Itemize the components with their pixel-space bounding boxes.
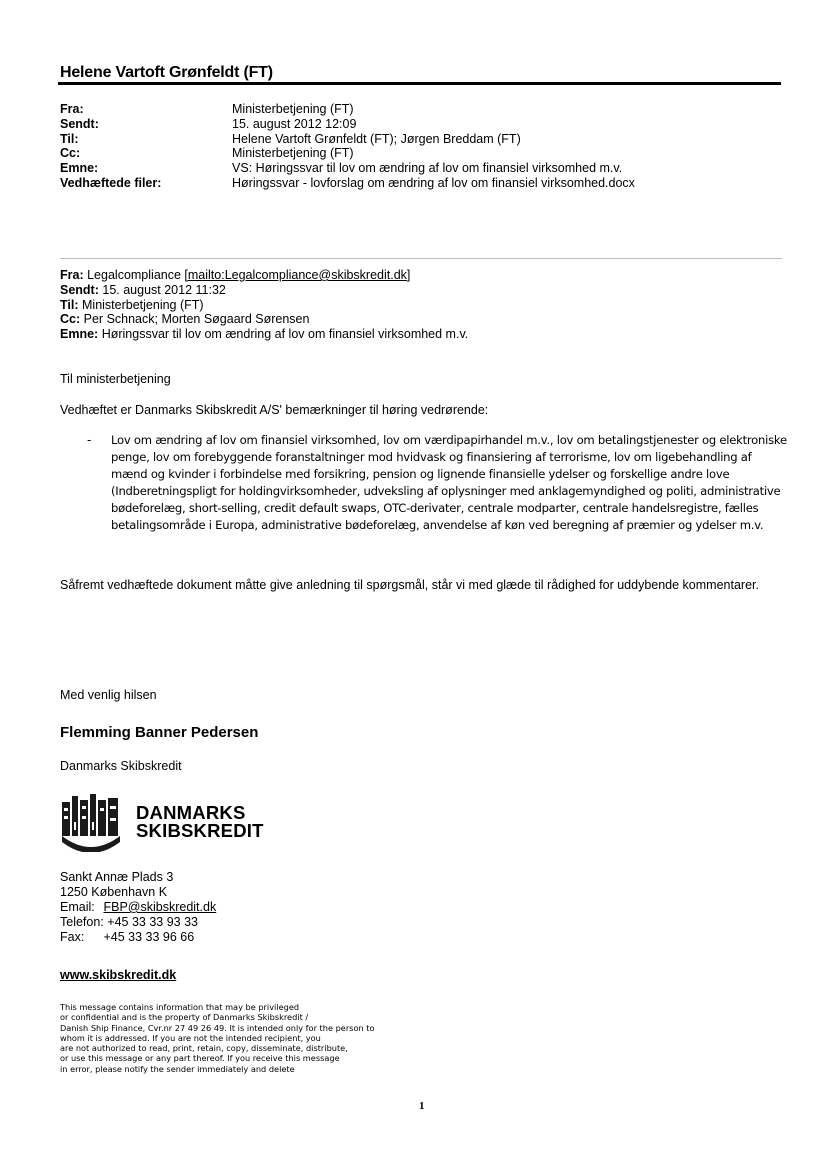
forwarded-from [60,268,790,283]
company-name: Danmarks Skibskredit [60,759,182,773]
forwarded-cc-value: Per Schnack; Morten Søgaard Sørensen [83,312,310,327]
fax-value: +45 33 33 96 66 [103,930,195,944]
forward-separator [60,258,782,259]
email-label: Email: [60,900,95,914]
disclaimer-line: This message contains information that may be privileged [60,1002,300,1012]
email-line [60,900,216,915]
header-value: Helene Vartoft Grønfeldt (FT); Jørgen Breddam (FT) [232,131,521,146]
attachment-filename: Høringssvar - lovforslag om ændring af lov om finansiel virksomhed.docx [232,175,635,190]
header-value: 15. august 2012 12:09 [232,116,357,131]
disclaimer-line: are not authorized to read, print, retain, copy, disseminate, distribute, [60,1043,348,1054]
forwarded-sent-value: 15. august 2012 11:32 [102,282,226,297]
forwarded-from-mailto-link[interactable]: [mailto:Legalcompliance@skibskredit.dk] [184,268,411,282]
regards: Med venlig hilsen [60,688,157,702]
forwarded-cc-label: Cc: [60,312,81,327]
intro-paragraph: Vedhæftet er Danmarks Skibskredit A/S' bemærkninger til høring vedrørende: [60,403,489,417]
disclaimer [60,1002,490,1074]
forwarded-sent [60,283,790,298]
forwarded-header [60,268,790,342]
forwarded-subject-value: Høringssvar til lov om ændring af lov om finansiel virksomhed m.v. [101,327,469,342]
greeting: Til ministerbetjening [60,372,171,386]
forwarded-subject [60,327,790,342]
email-link[interactable]: FBP@skibskredit.dk [103,900,217,914]
page-number: 1 [419,1100,425,1112]
logo-wordmark [136,804,264,840]
disclaimer-line: or use this message or any part thereof. If you receive this message [60,1053,340,1064]
address-block [60,870,216,945]
header-row-cc [60,146,760,161]
header-label: Cc: [60,146,81,161]
header-row-attachments [60,176,760,191]
fax-line [60,930,216,945]
forwarded-sent-label: Sendt: [60,282,99,297]
forwarded-subject-label: Emne: [60,327,99,342]
header-label: Sendt: [60,116,99,131]
forwarded-to [60,298,790,313]
city: 1250 København K [60,885,168,899]
fax-label: Fax: [60,930,85,944]
logo-line-2: SKIBSKREDIT [136,820,264,841]
header-row-from [60,102,760,117]
document-title: Helene Vartoft Grønfeldt (FT) [60,64,273,81]
header-label: Fra: [60,102,84,116]
phone-value: +45 33 33 93 33 [107,915,198,929]
header-label: Vedhæftede filer: [60,175,162,190]
title-rule [58,82,781,85]
street: Sankt Annæ Plads 3 [60,870,174,884]
email-header-fields [60,102,760,191]
header-label: Til: [60,131,79,146]
disclaimer-line: in error, please notify the sender immediately and delete [60,1063,295,1074]
phone-line [60,915,216,930]
header-value: VS: Høringssvar til lov om ændring af lov om finansiel virksomhed m.v. [232,161,623,176]
phone-label: Telefon: [60,915,104,929]
header-row-to [60,132,760,147]
header-row-subject [60,161,760,176]
signature-name: Flemming Banner Pedersen [60,724,259,741]
forwarded-from-name: Legalcompliance [87,268,181,282]
website-link[interactable]: www.skibskredit.dk [60,968,177,982]
closing-paragraph: Såfremt vedhæftede dokument måtte give anledning til spørgsmål, står vi med glæde til rådighed for uddybende kommentarer. [60,578,759,592]
bullet-dash: - [87,432,92,447]
bullet-item: Lov om ændring af lov om finansiel virksomhed, lov om værdipapirhandel m.v., lov om betalingstjenester og elektroniske penge, lov om forebyggende foranstaltninger mod hvidvask og finansiering af terrorisme, lov om ligebehandling af mænd og kvinder i forbindelse med forsikring, pension og lignende finansielle ydelser og forskellige andre love (Indberetningspligt for holdingvirksomheder, udveksling af oplysninger med anklagemyndighed og politi, administrative bødeforelæg, short-selling, credit default swaps, OTC-derivater, centrale modparter, centrale handelsregistre, fælles betalingsområde i Europa, administrative bødeforelæg, anvendelse af køn ved beregning af præmier og ydelser m.v. [111,433,787,532]
danmarks-skibskredit-logo-icon [60,792,122,852]
header-label: Emne: [60,161,99,176]
disclaimer-line: Danish Ship Finance, Cvr.nr 27 49 26 49. It is intended only for the person to [60,1022,375,1033]
forwarded-cc [60,312,790,327]
header-row-sent [60,117,760,132]
forwarded-to-label: Til: [60,297,79,312]
header-value: Ministerbetjening (FT) [232,102,354,116]
disclaimer-line: or confidential and is the property of Danmarks Skibskredit / [60,1012,309,1023]
forwarded-from-label: Fra: [60,268,84,282]
logo-line-1: DANMARKS [136,802,246,823]
disclaimer-line: whom it is addressed. If you are not the intended recipient, you [60,1032,321,1043]
header-value: Ministerbetjening (FT) [232,146,354,161]
forwarded-to-value: Ministerbetjening (FT) [82,297,204,312]
